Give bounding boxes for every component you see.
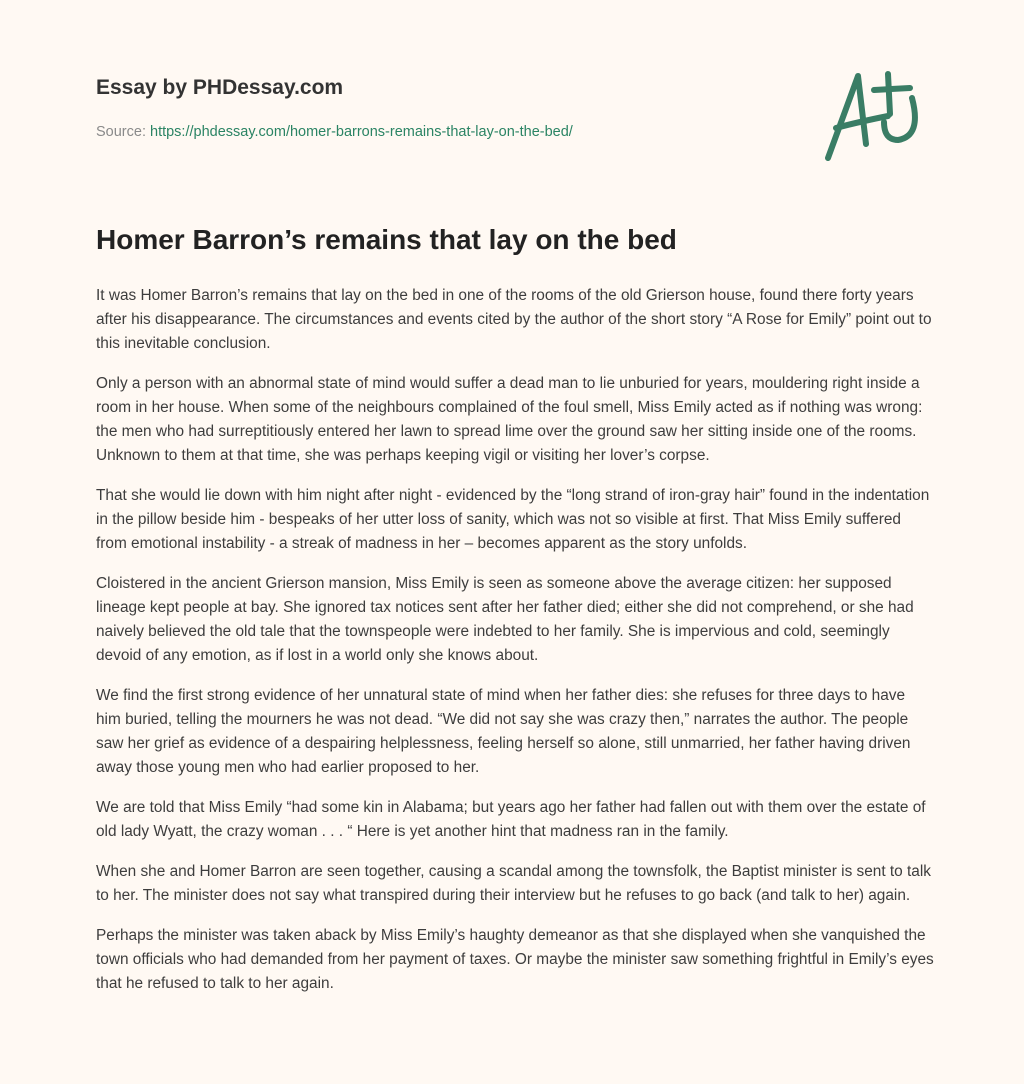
article-title: Homer Barron’s remains that lay on the bed — [96, 224, 677, 255]
paragraph: Only a person with an abnormal state of mind would suffer a dead man to lie unburied for years, mouldering right inside a room in her house. When some of the neighbours complained of the foul smell, Miss Emily acted as if nothing was wrong: the men who had surreptitiously entered her lawn to spread lime over the ground saw her sitting inside one of the rooms. Unknown to them at that time, she was perhaps keeping vigil or visiting her lover’s corpse. — [96, 375, 923, 464]
paragraph: When she and Homer Barron are seen together, causing a scandal among the townsfolk, the Baptist minister is sent to talk to her. The minister does not say what transpired during their interview but he refuses to go back (and talk to her) again. — [96, 863, 931, 904]
source-label: Source: — [96, 124, 150, 140]
source-link[interactable]: https://phdessay.com/homer-barrons-remains-that-lay-on-the-bed/ — [150, 124, 573, 140]
site-brand: Essay by PHDessay.com — [96, 76, 344, 99]
a-plus-logo-icon — [818, 66, 930, 166]
paragraph: We are told that Miss Emily “had some kin in Alabama; but years ago her father had fallen out with them over the estate of old lady Wyatt, the crazy woman . . . “ Here is yet another hint that madness ran in the family. — [96, 799, 926, 840]
source-line — [96, 124, 573, 140]
article-body — [96, 284, 934, 1012]
paragraph: It was Homer Barron’s remains that lay on the bed in one of the rooms of the old Grierson house, found there forty years after his disappearance. The circumstances and events cited by the author of the short story “A Rose for Emily” point out to this inevitable conclusion. — [96, 287, 932, 352]
paragraph: Perhaps the minister was taken aback by Miss Emily’s haughty demeanor as that she displayed when she vanquished the town officials who had demanded from her payment of taxes. Or maybe the minister saw something frightful in Emily’s eyes that he refused to talk to her again. — [96, 927, 934, 992]
paragraph: We find the first strong evidence of her unnatural state of mind when her father dies: she refuses for three days to have him buried, telling the mourners he was not dead. “We did not say she was crazy then,” narrates the author. The people saw her grief as evidence of a despairing helplessness, feeling herself so alone, still unmarried, her father having driven away those young men who had earlier proposed to her. — [96, 687, 911, 776]
paragraph: Cloistered in the ancient Grierson mansion, Miss Emily is seen as someone above the average citizen: her supposed lineage kept people at bay. She ignored tax notices sent after her father died; either she did not comprehend, or she had naively believed the old tale that the townspeople were indebted to her family. She is impervious and cold, seemingly devoid of any emotion, as if lost in a world only she knows about. — [96, 575, 914, 664]
paragraph: That she would lie down with him night after night - evidenced by the “long strand of iron-gray hair” found in the indentation in the pillow beside him - bespeaks of her utter loss of sanity, which was not so visible at first. That Miss Emily suffered from emotional instability - a streak of madness in her – becomes apparent as the story unfolds. — [96, 487, 930, 552]
